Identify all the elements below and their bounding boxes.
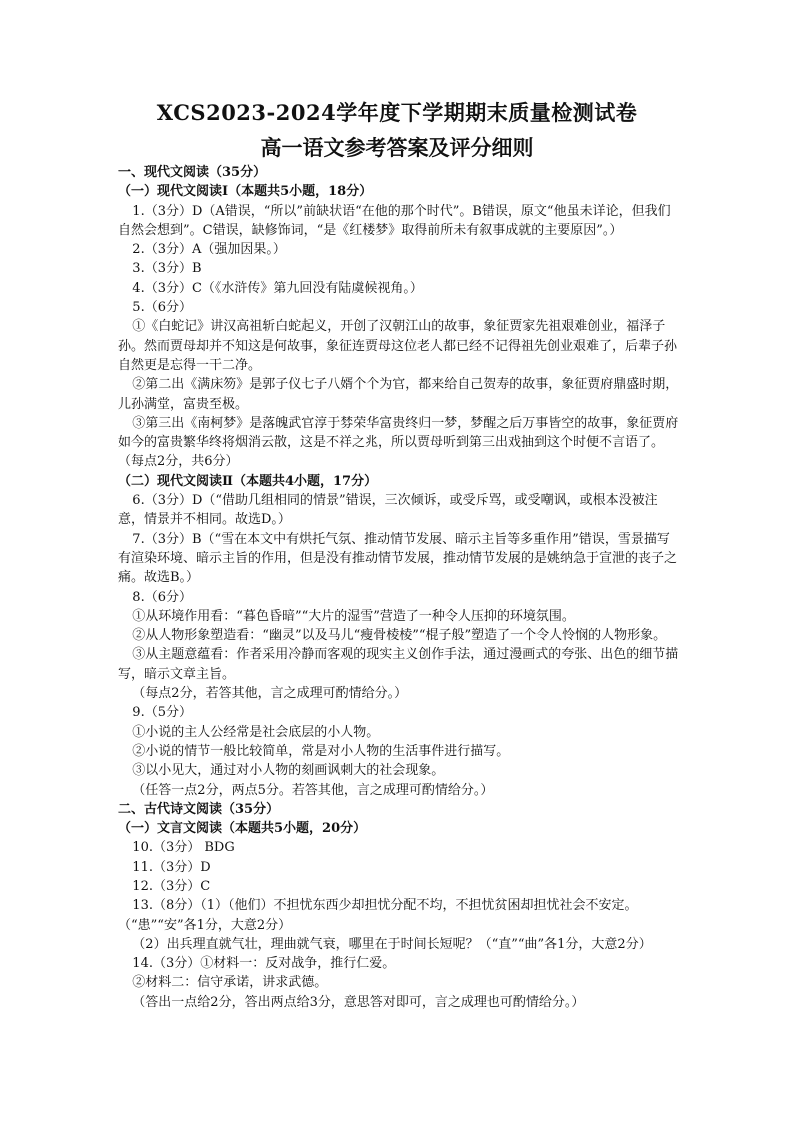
answer-point: （2）出兵理直就气壮，理曲就气衰，哪里在于时间长短呢？（“直”“曲”各1分，大意2分） bbox=[132, 936, 652, 952]
scoring-note: （答出一点给2分，答出两点给3分，意思答对即可，言之成理也可酌情给分。） bbox=[132, 994, 585, 1010]
subsection-heading: （二）现代文阅读Ⅱ（本题共4小题，17分） bbox=[118, 473, 378, 489]
answer-item: 8.（6分） bbox=[132, 589, 192, 605]
answer-item: 5.（6分） bbox=[132, 300, 192, 316]
answer-point: ③以小见大，通过对小人物的刻画讽刺大的社会现象。 bbox=[132, 763, 445, 779]
answer-item: 13.（8分）（1）（他们）不担忧东西少却担忧分配不均，不担忧贫困却担忧社会不安定。（“患”“安”各1分，大意2分） bbox=[118, 898, 638, 933]
exam-title: XCS2023-2024学年度下学期期末质量检测试卷 bbox=[156, 100, 638, 125]
answer-item: 1.（3分）D（A错误，“所以”前缺状语“在他的那个时代”。B错误，原文“他虽未详论，但我们自然会想到”。C错误，缺修饰词，“是《红楼梦》取得前所未有叙事成就的主要原因”。） bbox=[118, 203, 671, 238]
answer-point: ②小说的情节一般比较简单，常是对小人物的生活事件进行描写。 bbox=[132, 743, 510, 759]
answer-item: 2.（3分）A（强加因果。） bbox=[132, 242, 286, 258]
answer-item: 4.（3分）C（《水浒传》第九回没有陆虞候视角。） bbox=[132, 280, 423, 296]
answer-item: 9.（5分） bbox=[132, 705, 192, 721]
answer-point: ①《白蛇记》讲汉高祖斩白蛇起义，开创了汉朝江山的故事，象征贾家先祖艰难创业，福泽子孙。然而贾母却并不知这是何故事，象征连贾母这位老人都已经不记得祖先创业艰难了，后辈子孙自然更是忘得一干二净。 bbox=[118, 319, 678, 373]
section-heading: 二、古代诗文阅读（35分） bbox=[118, 801, 280, 817]
section-heading: 一、现代文阅读（35分） bbox=[118, 165, 267, 180]
answer-point: ①小说的主人公经常是社会底层的小人物。 bbox=[132, 724, 380, 740]
answer-item: 7.（3分）B（“雪在本文中有烘托气氛、推动情节发展、暗示主旨等多重作用”错误，雪景描写有渲染环境、暗示主旨的作用，但是没有推动情节发展，推动情节发展的是姚纳急于宣泄的丧子之痛。故选B。） bbox=[118, 531, 678, 586]
exam-subtitle: 高一语文参考答案及评分细则 bbox=[260, 135, 534, 160]
answer-point: ②第二出《满床笏》是郭子仪七子八婿个个为官，都来给自己贺寿的故事，象征贾府鼎盛时期，儿孙满堂，富贵至极。 bbox=[118, 377, 679, 412]
answer-item: 14.（3分）①材料一：反对战争，推行仁爱。 bbox=[132, 956, 396, 972]
subsection-heading: （一）现代文阅读Ⅰ（本题共5小题，18分） bbox=[118, 184, 373, 200]
scoring-note: （任答一点2分，两点5分。若答其他，言之成理可酌情给分。） bbox=[132, 782, 494, 798]
title-block bbox=[0, 100, 794, 161]
answer-item: 11.（3分）D bbox=[132, 859, 211, 875]
answer-point: ②从人物形象塑造看：“幽灵”以及马儿“瘦骨棱棱”“棍子般”塑造了一个令人怜悯的人物形象。 bbox=[132, 628, 667, 644]
subsection-heading: （一）文言文阅读（本题共5小题，20分） bbox=[118, 821, 367, 837]
answer-point: ①从环境作用看：“暮色昏暗”“大片的湿雪”营造了一种令人压抑的环境氛围。 bbox=[132, 608, 575, 624]
answer-item: 10.（3分） BDG bbox=[132, 840, 235, 856]
answer-item: 3.（3分）B bbox=[132, 261, 202, 277]
answer-point: ②材料二：信守承诺，讲求武德。 bbox=[132, 975, 328, 991]
answer-point: ③第三出《南柯梦》是落魄武官淳于棼荣华富贵终归一梦，梦醒之后万事皆空的故事，象征贾府如今的富贵繁华终将烟消云散，这是不祥之兆，所以贾母听到第三出戏抽到这个时便不言语了。（每点2分，共6分） bbox=[118, 415, 679, 470]
answer-point: ③从主题意蕴看：作者采用冷静而客观的现实主义创作手法，通过漫画式的夸张、出色的细节描写，暗示文章主旨。 bbox=[118, 647, 679, 682]
answer-item: 12.（3分）C bbox=[132, 878, 211, 894]
answer-item: 6.（3分）D（“借助几组相同的情景”错误，三次倾诉，或受斥骂，或受嘲讽，或根本没被注意，情景并不相同。故选D。） bbox=[118, 493, 658, 528]
answer-content bbox=[118, 163, 680, 1012]
scoring-note: （每点2分，若答其他，言之成理可酌情给分。） bbox=[132, 686, 408, 702]
